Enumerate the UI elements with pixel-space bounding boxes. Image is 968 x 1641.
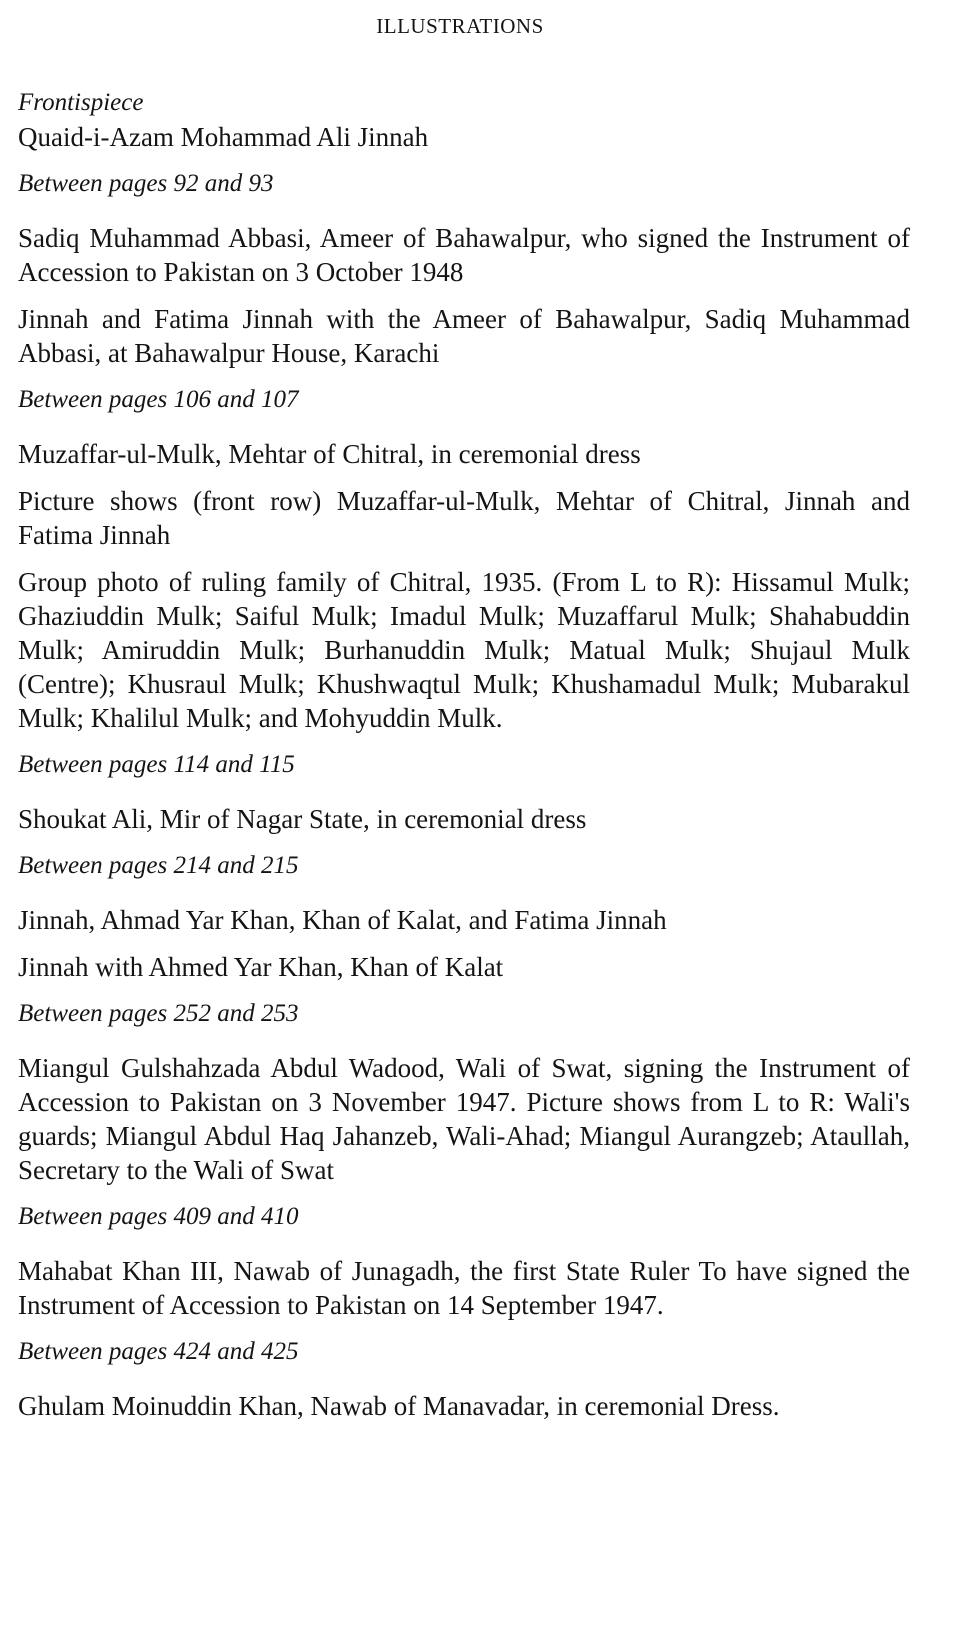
section-label: Between pages 214 and 215 <box>18 852 299 879</box>
section-label: Between pages 252 and 253 <box>18 1000 299 1027</box>
section-label: Between pages 409 and 410 <box>18 1203 299 1230</box>
illustration-entry: Ghulam Moinuddin Khan, Nawab of Manavadar, in ceremonial Dress. <box>18 1391 780 1421</box>
frontispiece-entry: Quaid-i-Azam Mohammad Ali Jinnah <box>18 122 429 152</box>
running-head: ILLUSTRATIONS <box>376 14 544 38</box>
illustration-entry: Jinnah, Ahmad Yar Khan, Khan of Kalat, and Fatima Jinnah <box>18 905 667 935</box>
illustration-entry: Sadiq Muhammad Abbasi, Ameer of Bahawalpur, who signed the Instrument of Accession to Pakistan on 3 October 1948 <box>18 223 910 287</box>
illustration-entry: Muzaffar-ul-Mulk, Mehtar of Chitral, in ceremonial dress <box>18 439 641 469</box>
illustration-entry: Jinnah with Ahmed Yar Khan, Khan of Kalat <box>18 952 504 982</box>
frontispiece-label: Frontispiece <box>18 89 144 116</box>
illustration-entry: Mahabat Khan III, Nawab of Junagadh, the first State Ruler To have signed the Instrument of Accession to Pakistan on 14 September 1947. <box>18 1256 910 1320</box>
section-label: Between pages 106 and 107 <box>18 386 299 413</box>
section-label: Between pages 114 and 115 <box>18 751 295 778</box>
illustration-entry: Miangul Gulshahzada Abdul Wadood, Wali of Swat, signing the Instrument of Accession to Pakistan on 3 November 1947. Picture shows from L to R: Wali's guards; Miangul Abdul Haq Jahanzeb, Wali-Ahad; Miangul Aurangzeb; Ataullah, Secretary to the Wali of Swat <box>18 1053 910 1185</box>
illustration-entry: Group photo of ruling family of Chitral, 1935. (From L to R): Hissamul Mulk; Ghaziuddin Mulk; Saiful Mulk; Imadul Mulk; Muzaffarul Mulk; Shahabuddin Mulk; Amiruddin Mulk; Burhanuddin Mulk; Matual Mulk; Shujaul Mulk (Centre); Khusraul Mulk; Khushwaqtul Mulk; Khushamadul Mulk; Mubarakul Mulk; Khalilul Mulk; and Mohyuddin Mulk. <box>18 567 910 733</box>
illustration-entry: Jinnah and Fatima Jinnah with the Ameer of Bahawalpur, Sadiq Muhammad Abbasi, at Bahawalpur House, Karachi <box>18 304 910 368</box>
illustration-entry: Picture shows (front row) Muzaffar-ul-Mulk, Mehtar of Chitral, Jinnah and Fatima Jinnah <box>18 486 910 550</box>
illustration-entry: Shoukat Ali, Mir of Nagar State, in ceremonial dress <box>18 804 587 834</box>
illustrations-list <box>18 86 910 1423</box>
section-label: Between pages 92 and 93 <box>18 170 274 197</box>
section-label: Between pages 424 and 425 <box>18 1338 299 1365</box>
